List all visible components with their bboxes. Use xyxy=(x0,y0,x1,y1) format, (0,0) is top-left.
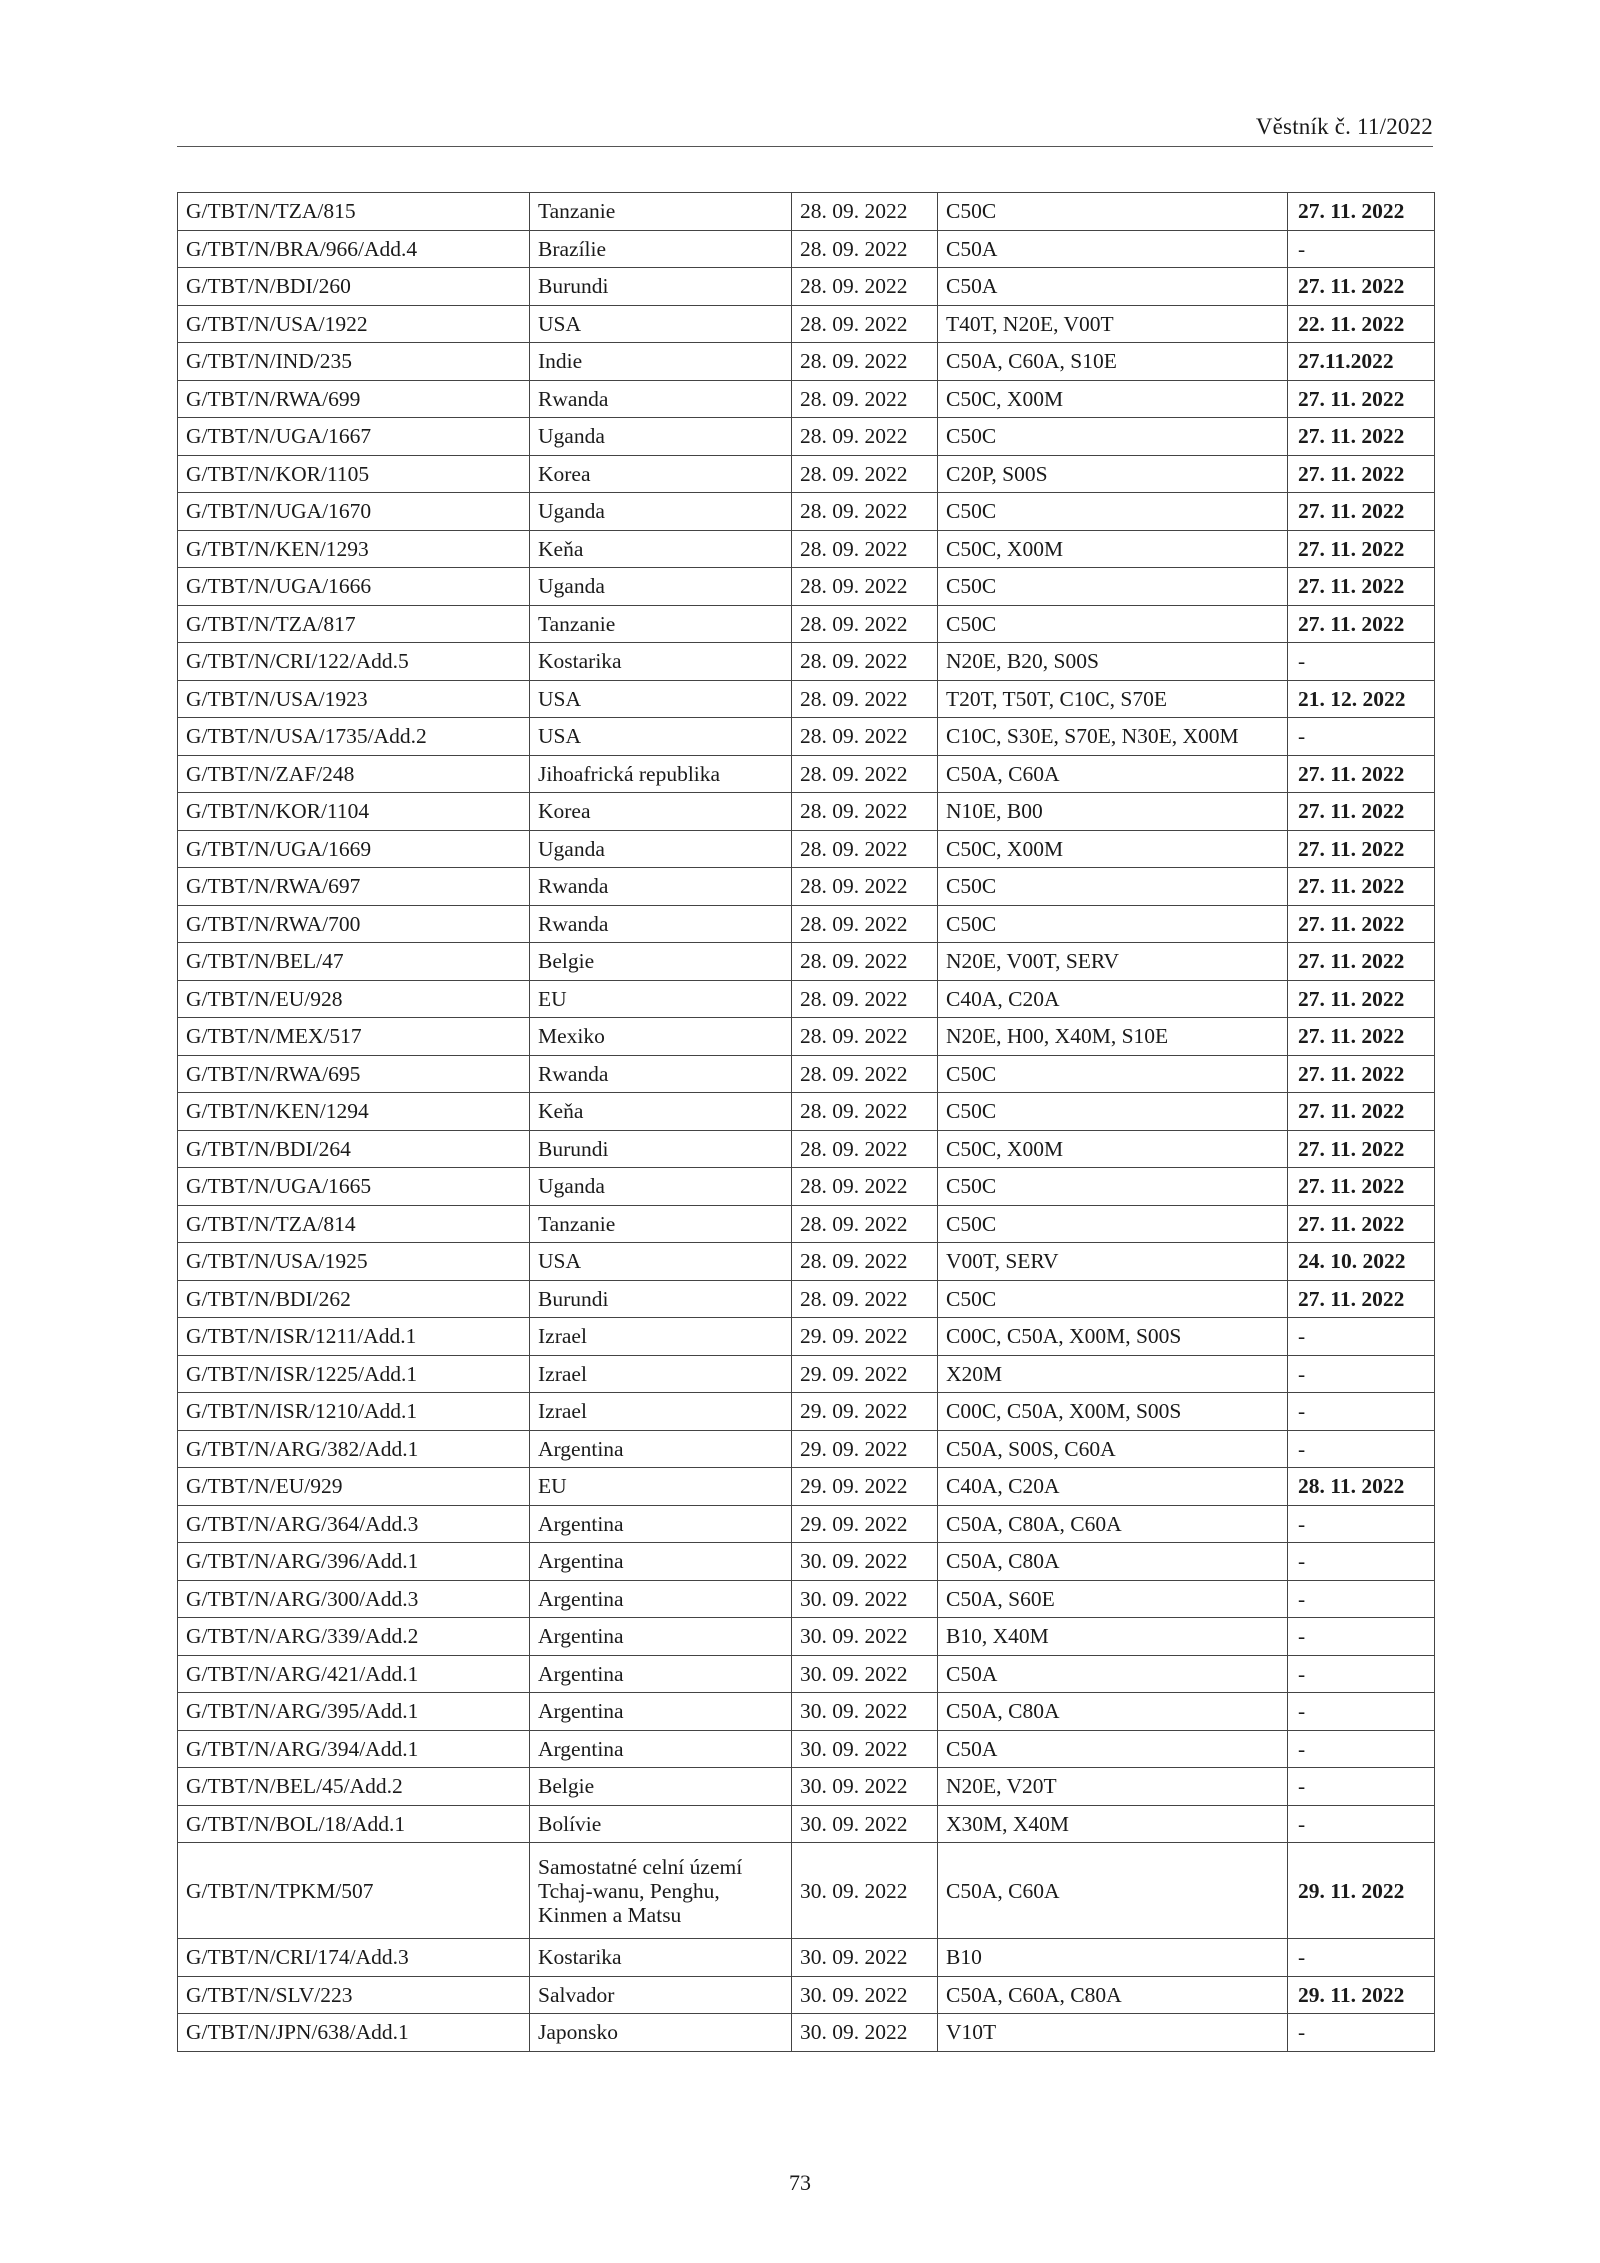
ics-codes: N20E, H00, X40M, S10E xyxy=(938,1018,1288,1056)
notification-symbol: G/TBT/N/BRA/966/Add.4 xyxy=(178,230,530,268)
member-country: Argentina xyxy=(530,1543,792,1581)
notification-symbol: G/TBT/N/ARG/382/Add.1 xyxy=(178,1430,530,1468)
member-country: Izrael xyxy=(530,1318,792,1356)
notification-date: 30. 09. 2022 xyxy=(792,1618,938,1656)
notification-symbol: G/TBT/N/EU/929 xyxy=(178,1468,530,1506)
notifications-table xyxy=(177,192,1435,2052)
ics-codes: C50C xyxy=(938,1168,1288,1206)
table-row xyxy=(178,718,1435,756)
notification-symbol: G/TBT/N/ARG/364/Add.3 xyxy=(178,1505,530,1543)
notification-symbol: G/TBT/N/TZA/817 xyxy=(178,605,530,643)
ics-codes: C50C xyxy=(938,868,1288,906)
member-country: USA xyxy=(530,305,792,343)
notification-symbol: G/TBT/N/USA/1922 xyxy=(178,305,530,343)
member-country: Rwanda xyxy=(530,905,792,943)
ics-codes: C20P, S00S xyxy=(938,455,1288,493)
ics-codes: C50A, C80A, C60A xyxy=(938,1505,1288,1543)
notification-date: 28. 09. 2022 xyxy=(792,680,938,718)
ics-codes: C50C, X00M xyxy=(938,380,1288,418)
comment-deadline: - xyxy=(1288,1430,1435,1468)
ics-codes: C50A xyxy=(938,268,1288,306)
table-row xyxy=(178,1468,1435,1506)
notification-symbol: G/TBT/N/UGA/1665 xyxy=(178,1168,530,1206)
ics-codes: X20M xyxy=(938,1355,1288,1393)
comment-deadline: - xyxy=(1288,1580,1435,1618)
table-row xyxy=(178,605,1435,643)
table-row xyxy=(178,1730,1435,1768)
notification-date: 28. 09. 2022 xyxy=(792,755,938,793)
notification-symbol: G/TBT/N/KEN/1294 xyxy=(178,1093,530,1131)
notification-date: 28. 09. 2022 xyxy=(792,418,938,456)
comment-deadline: - xyxy=(1288,1505,1435,1543)
member-country: Argentina xyxy=(530,1730,792,1768)
notification-date: 30. 09. 2022 xyxy=(792,1939,938,1977)
comment-deadline: 27. 11. 2022 xyxy=(1288,1055,1435,1093)
table-row xyxy=(178,755,1435,793)
page-number: 73 xyxy=(789,2170,811,2195)
ics-codes: N20E, V00T, SERV xyxy=(938,943,1288,981)
notification-symbol: G/TBT/N/CRI/122/Add.5 xyxy=(178,643,530,681)
table-row xyxy=(178,1768,1435,1806)
notification-date: 29. 09. 2022 xyxy=(792,1393,938,1431)
comment-deadline: - xyxy=(1288,1393,1435,1431)
notification-symbol: G/TBT/N/RWA/695 xyxy=(178,1055,530,1093)
notification-date: 30. 09. 2022 xyxy=(792,1693,938,1731)
notification-symbol: G/TBT/N/ARG/300/Add.3 xyxy=(178,1580,530,1618)
table-row xyxy=(178,1018,1435,1056)
ics-codes: C40A, C20A xyxy=(938,980,1288,1018)
table-row xyxy=(178,418,1435,456)
comment-deadline: 27. 11. 2022 xyxy=(1288,268,1435,306)
notification-date: 30. 09. 2022 xyxy=(792,1976,938,2014)
table-row xyxy=(178,2014,1435,2052)
ics-codes: B10, X40M xyxy=(938,1618,1288,1656)
member-country: Tanzanie xyxy=(530,1205,792,1243)
ics-codes: C00C, C50A, X00M, S00S xyxy=(938,1318,1288,1356)
ics-codes: C50C xyxy=(938,193,1288,231)
notification-date: 28. 09. 2022 xyxy=(792,718,938,756)
notification-symbol: G/TBT/N/TZA/814 xyxy=(178,1205,530,1243)
member-country: Argentina xyxy=(530,1580,792,1618)
table-row xyxy=(178,343,1435,381)
page-header xyxy=(177,108,1433,147)
ics-codes: C50A, C60A xyxy=(938,1843,1288,1939)
table-row xyxy=(178,1430,1435,1468)
table-row xyxy=(178,1580,1435,1618)
table-row xyxy=(178,1543,1435,1581)
comment-deadline: - xyxy=(1288,643,1435,681)
member-country: EU xyxy=(530,980,792,1018)
notification-date: 28. 09. 2022 xyxy=(792,905,938,943)
table-row xyxy=(178,1393,1435,1431)
comment-deadline: - xyxy=(1288,2014,1435,2052)
member-country: Kostarika xyxy=(530,643,792,681)
notification-symbol: G/TBT/N/ZAF/248 xyxy=(178,755,530,793)
ics-codes: T20T, T50T, C10C, S70E xyxy=(938,680,1288,718)
table-row xyxy=(178,980,1435,1018)
comment-deadline: 27. 11. 2022 xyxy=(1288,1205,1435,1243)
notification-date: 28. 09. 2022 xyxy=(792,830,938,868)
notification-date: 29. 09. 2022 xyxy=(792,1318,938,1356)
notification-date: 28. 09. 2022 xyxy=(792,343,938,381)
member-country: Argentina xyxy=(530,1693,792,1731)
comment-deadline: 29. 11. 2022 xyxy=(1288,1843,1435,1939)
member-country: Samostatné celní území Tchaj-wanu, Penghu, Kinmen a Matsu xyxy=(530,1843,792,1939)
notification-symbol: G/TBT/N/TZA/815 xyxy=(178,193,530,231)
notification-date: 28. 09. 2022 xyxy=(792,1130,938,1168)
comment-deadline: 27. 11. 2022 xyxy=(1288,755,1435,793)
comment-deadline: 27. 11. 2022 xyxy=(1288,793,1435,831)
ics-codes: V10T xyxy=(938,2014,1288,2052)
comment-deadline: 24. 10. 2022 xyxy=(1288,1243,1435,1281)
comment-deadline: - xyxy=(1288,1655,1435,1693)
ics-codes: C50C, X00M xyxy=(938,830,1288,868)
table-row xyxy=(178,1693,1435,1731)
table-row xyxy=(178,643,1435,681)
notification-date: 30. 09. 2022 xyxy=(792,1730,938,1768)
notification-symbol: G/TBT/N/ARG/421/Add.1 xyxy=(178,1655,530,1693)
member-country: Rwanda xyxy=(530,1055,792,1093)
table-row xyxy=(178,1205,1435,1243)
member-country: Kostarika xyxy=(530,1939,792,1977)
table-row xyxy=(178,1243,1435,1281)
ics-codes: C50A, C60A xyxy=(938,755,1288,793)
notification-date: 28. 09. 2022 xyxy=(792,605,938,643)
ics-codes: C50C xyxy=(938,418,1288,456)
table-row xyxy=(178,1280,1435,1318)
notification-date: 29. 09. 2022 xyxy=(792,1505,938,1543)
comment-deadline: 27. 11. 2022 xyxy=(1288,830,1435,868)
ics-codes: X30M, X40M xyxy=(938,1805,1288,1843)
comment-deadline: 27. 11. 2022 xyxy=(1288,943,1435,981)
comment-deadline: - xyxy=(1288,230,1435,268)
notifications-table-body xyxy=(178,193,1435,2052)
member-country: Indie xyxy=(530,343,792,381)
table-row xyxy=(178,193,1435,231)
ics-codes: C50C xyxy=(938,493,1288,531)
member-country: Rwanda xyxy=(530,868,792,906)
notification-symbol: G/TBT/N/UGA/1666 xyxy=(178,568,530,606)
table-row xyxy=(178,1655,1435,1693)
comment-deadline: 27. 11. 2022 xyxy=(1288,605,1435,643)
ics-codes: C50C xyxy=(938,1093,1288,1131)
member-country: Uganda xyxy=(530,568,792,606)
notification-date: 28. 09. 2022 xyxy=(792,793,938,831)
notification-symbol: G/TBT/N/ARG/395/Add.1 xyxy=(178,1693,530,1731)
table-row xyxy=(178,493,1435,531)
table-row xyxy=(178,905,1435,943)
comment-deadline: 27. 11. 2022 xyxy=(1288,568,1435,606)
ics-codes: N20E, V20T xyxy=(938,1768,1288,1806)
notification-symbol: G/TBT/N/UGA/1669 xyxy=(178,830,530,868)
notification-date: 29. 09. 2022 xyxy=(792,1355,938,1393)
ics-codes: C00C, C50A, X00M, S00S xyxy=(938,1393,1288,1431)
member-country: Keňa xyxy=(530,1093,792,1131)
notification-date: 28. 09. 2022 xyxy=(792,305,938,343)
notification-date: 28. 09. 2022 xyxy=(792,1205,938,1243)
member-country: Korea xyxy=(530,455,792,493)
member-country: Argentina xyxy=(530,1505,792,1543)
notification-symbol: G/TBT/N/KEN/1293 xyxy=(178,530,530,568)
ics-codes: T40T, N20E, V00T xyxy=(938,305,1288,343)
comment-deadline: 27. 11. 2022 xyxy=(1288,980,1435,1018)
comment-deadline: 27. 11. 2022 xyxy=(1288,418,1435,456)
table-row xyxy=(178,305,1435,343)
table-row xyxy=(178,268,1435,306)
member-country: Rwanda xyxy=(530,380,792,418)
comment-deadline: - xyxy=(1288,1768,1435,1806)
member-country: Mexiko xyxy=(530,1018,792,1056)
table-row xyxy=(178,680,1435,718)
notification-date: 28. 09. 2022 xyxy=(792,230,938,268)
comment-deadline: 27. 11. 2022 xyxy=(1288,1093,1435,1131)
member-country: Brazílie xyxy=(530,230,792,268)
notification-symbol: G/TBT/N/KOR/1105 xyxy=(178,455,530,493)
table-row xyxy=(178,1130,1435,1168)
member-country: Japonsko xyxy=(530,2014,792,2052)
comment-deadline: 27. 11. 2022 xyxy=(1288,455,1435,493)
member-country: Uganda xyxy=(530,1168,792,1206)
comment-deadline: 27. 11. 2022 xyxy=(1288,493,1435,531)
member-country: Uganda xyxy=(530,418,792,456)
notification-date: 28. 09. 2022 xyxy=(792,1243,938,1281)
table-row xyxy=(178,868,1435,906)
member-country: Belgie xyxy=(530,1768,792,1806)
member-country: Burundi xyxy=(530,268,792,306)
notification-date: 30. 09. 2022 xyxy=(792,1543,938,1581)
table-row xyxy=(178,793,1435,831)
member-country: USA xyxy=(530,1243,792,1281)
comment-deadline: 21. 12. 2022 xyxy=(1288,680,1435,718)
member-country: Belgie xyxy=(530,943,792,981)
notification-date: 28. 09. 2022 xyxy=(792,980,938,1018)
ics-codes: C50A, S00S, C60A xyxy=(938,1430,1288,1468)
notification-symbol: G/TBT/N/BOL/18/Add.1 xyxy=(178,1805,530,1843)
table-row xyxy=(178,1805,1435,1843)
notification-date: 28. 09. 2022 xyxy=(792,530,938,568)
table-row xyxy=(178,1843,1435,1939)
comment-deadline: 28. 11. 2022 xyxy=(1288,1468,1435,1506)
comment-deadline: 27. 11. 2022 xyxy=(1288,1168,1435,1206)
notification-symbol: G/TBT/N/BDI/262 xyxy=(178,1280,530,1318)
comment-deadline: 27. 11. 2022 xyxy=(1288,1018,1435,1056)
ics-codes: N10E, B00 xyxy=(938,793,1288,831)
member-country: Bolívie xyxy=(530,1805,792,1843)
notification-date: 28. 09. 2022 xyxy=(792,568,938,606)
notification-symbol: G/TBT/N/ISR/1210/Add.1 xyxy=(178,1393,530,1431)
table-row xyxy=(178,1939,1435,1977)
ics-codes: B10 xyxy=(938,1939,1288,1977)
ics-codes: C10C, S30E, S70E, N30E, X00M xyxy=(938,718,1288,756)
member-country: EU xyxy=(530,1468,792,1506)
ics-codes: C50C xyxy=(938,1055,1288,1093)
table-row xyxy=(178,530,1435,568)
notification-date: 28. 09. 2022 xyxy=(792,1280,938,1318)
notification-date: 28. 09. 2022 xyxy=(792,493,938,531)
member-country: Keňa xyxy=(530,530,792,568)
member-country: Izrael xyxy=(530,1355,792,1393)
notification-symbol: G/TBT/N/USA/1925 xyxy=(178,1243,530,1281)
table-row xyxy=(178,1618,1435,1656)
notification-symbol: G/TBT/N/BEL/45/Add.2 xyxy=(178,1768,530,1806)
notification-date: 28. 09. 2022 xyxy=(792,643,938,681)
member-country: Izrael xyxy=(530,1393,792,1431)
notification-symbol: G/TBT/N/ISR/1225/Add.1 xyxy=(178,1355,530,1393)
table-row xyxy=(178,1093,1435,1131)
member-country: Tanzanie xyxy=(530,193,792,231)
ics-codes: C50A, C60A, C80A xyxy=(938,1976,1288,2014)
notification-symbol: G/TBT/N/ARG/394/Add.1 xyxy=(178,1730,530,1768)
notification-symbol: G/TBT/N/BDI/264 xyxy=(178,1130,530,1168)
notification-symbol: G/TBT/N/UGA/1670 xyxy=(178,493,530,531)
ics-codes: C50A, S60E xyxy=(938,1580,1288,1618)
member-country: USA xyxy=(530,718,792,756)
comment-deadline: - xyxy=(1288,1543,1435,1581)
comment-deadline: 27. 11. 2022 xyxy=(1288,193,1435,231)
comment-deadline: 27. 11. 2022 xyxy=(1288,530,1435,568)
table-row xyxy=(178,1976,1435,2014)
notification-symbol: G/TBT/N/IND/235 xyxy=(178,343,530,381)
table-row xyxy=(178,230,1435,268)
member-country: Jihoafrická republika xyxy=(530,755,792,793)
member-country: Uganda xyxy=(530,830,792,868)
comment-deadline: - xyxy=(1288,1318,1435,1356)
comment-deadline: 27. 11. 2022 xyxy=(1288,380,1435,418)
comment-deadline: 27. 11. 2022 xyxy=(1288,868,1435,906)
notification-date: 28. 09. 2022 xyxy=(792,1168,938,1206)
notification-symbol: G/TBT/N/BEL/47 xyxy=(178,943,530,981)
ics-codes: C50C, X00M xyxy=(938,530,1288,568)
notification-symbol: G/TBT/N/USA/1923 xyxy=(178,680,530,718)
table-row xyxy=(178,455,1435,493)
notification-date: 29. 09. 2022 xyxy=(792,1468,938,1506)
notification-date: 29. 09. 2022 xyxy=(792,1430,938,1468)
notification-date: 28. 09. 2022 xyxy=(792,1093,938,1131)
notification-date: 28. 09. 2022 xyxy=(792,943,938,981)
table-row xyxy=(178,1355,1435,1393)
notification-date: 30. 09. 2022 xyxy=(792,1768,938,1806)
bulletin-title: Věstník č. 11/2022 xyxy=(1255,114,1433,139)
notification-date: 28. 09. 2022 xyxy=(792,1055,938,1093)
comment-deadline: - xyxy=(1288,1939,1435,1977)
member-country: Argentina xyxy=(530,1618,792,1656)
comment-deadline: - xyxy=(1288,718,1435,756)
member-country: Uganda xyxy=(530,493,792,531)
table-row xyxy=(178,380,1435,418)
ics-codes: C50C xyxy=(938,1205,1288,1243)
ics-codes: C50C xyxy=(938,1280,1288,1318)
ics-codes: N20E, B20, S00S xyxy=(938,643,1288,681)
table-row xyxy=(178,1168,1435,1206)
notification-date: 30. 09. 2022 xyxy=(792,1805,938,1843)
ics-codes: C50C xyxy=(938,905,1288,943)
notification-date: 28. 09. 2022 xyxy=(792,1018,938,1056)
comment-deadline: 22. 11. 2022 xyxy=(1288,305,1435,343)
notification-symbol: G/TBT/N/CRI/174/Add.3 xyxy=(178,1939,530,1977)
member-country: Korea xyxy=(530,793,792,831)
notification-symbol: G/TBT/N/SLV/223 xyxy=(178,1976,530,2014)
comment-deadline: - xyxy=(1288,1693,1435,1731)
notification-symbol: G/TBT/N/ARG/339/Add.2 xyxy=(178,1618,530,1656)
ics-codes: C50A, C60A, S10E xyxy=(938,343,1288,381)
ics-codes: C50C, X00M xyxy=(938,1130,1288,1168)
member-country: Burundi xyxy=(530,1280,792,1318)
ics-codes: C50A xyxy=(938,230,1288,268)
notification-symbol: G/TBT/N/MEX/517 xyxy=(178,1018,530,1056)
notification-date: 30. 09. 2022 xyxy=(792,1655,938,1693)
notification-date: 28. 09. 2022 xyxy=(792,868,938,906)
ics-codes: C50A xyxy=(938,1655,1288,1693)
member-country: Burundi xyxy=(530,1130,792,1168)
notification-date: 28. 09. 2022 xyxy=(792,455,938,493)
table-row xyxy=(178,1055,1435,1093)
ics-codes: C40A, C20A xyxy=(938,1468,1288,1506)
comment-deadline: 27.11.2022 xyxy=(1288,343,1435,381)
table-row xyxy=(178,1318,1435,1356)
comment-deadline: 29. 11. 2022 xyxy=(1288,1976,1435,2014)
notification-symbol: G/TBT/N/KOR/1104 xyxy=(178,793,530,831)
comment-deadline: 27. 11. 2022 xyxy=(1288,905,1435,943)
notification-date: 28. 09. 2022 xyxy=(792,268,938,306)
member-country: Tanzanie xyxy=(530,605,792,643)
notification-symbol: G/TBT/N/BDI/260 xyxy=(178,268,530,306)
member-country: Argentina xyxy=(530,1430,792,1468)
notification-symbol: G/TBT/N/JPN/638/Add.1 xyxy=(178,2014,530,2052)
notification-symbol: G/TBT/N/EU/928 xyxy=(178,980,530,1018)
table-row xyxy=(178,943,1435,981)
notification-symbol: G/TBT/N/ISR/1211/Add.1 xyxy=(178,1318,530,1356)
ics-codes: C50A xyxy=(938,1730,1288,1768)
notification-symbol: G/TBT/N/ARG/396/Add.1 xyxy=(178,1543,530,1581)
notification-date: 30. 09. 2022 xyxy=(792,1843,938,1939)
notification-date: 28. 09. 2022 xyxy=(792,193,938,231)
ics-codes: C50A, C80A xyxy=(938,1543,1288,1581)
table-row xyxy=(178,1505,1435,1543)
notification-symbol: G/TBT/N/RWA/700 xyxy=(178,905,530,943)
member-country: Salvador xyxy=(530,1976,792,2014)
ics-codes: C50A, C80A xyxy=(938,1693,1288,1731)
comment-deadline: 27. 11. 2022 xyxy=(1288,1130,1435,1168)
comment-deadline: - xyxy=(1288,1618,1435,1656)
table-row xyxy=(178,830,1435,868)
member-country: USA xyxy=(530,680,792,718)
ics-codes: C50C xyxy=(938,568,1288,606)
notification-date: 28. 09. 2022 xyxy=(792,380,938,418)
comment-deadline: - xyxy=(1288,1730,1435,1768)
ics-codes: V00T, SERV xyxy=(938,1243,1288,1281)
ics-codes: C50C xyxy=(938,605,1288,643)
notification-symbol: G/TBT/N/USA/1735/Add.2 xyxy=(178,718,530,756)
comment-deadline: - xyxy=(1288,1355,1435,1393)
notification-symbol: G/TBT/N/RWA/697 xyxy=(178,868,530,906)
notification-date: 30. 09. 2022 xyxy=(792,1580,938,1618)
comment-deadline: - xyxy=(1288,1805,1435,1843)
notification-symbol: G/TBT/N/RWA/699 xyxy=(178,380,530,418)
notification-symbol: G/TBT/N/UGA/1667 xyxy=(178,418,530,456)
table-row xyxy=(178,568,1435,606)
member-country: Argentina xyxy=(530,1655,792,1693)
notification-symbol: G/TBT/N/TPKM/507 xyxy=(178,1843,530,1939)
comment-deadline: 27. 11. 2022 xyxy=(1288,1280,1435,1318)
notification-date: 30. 09. 2022 xyxy=(792,2014,938,2052)
